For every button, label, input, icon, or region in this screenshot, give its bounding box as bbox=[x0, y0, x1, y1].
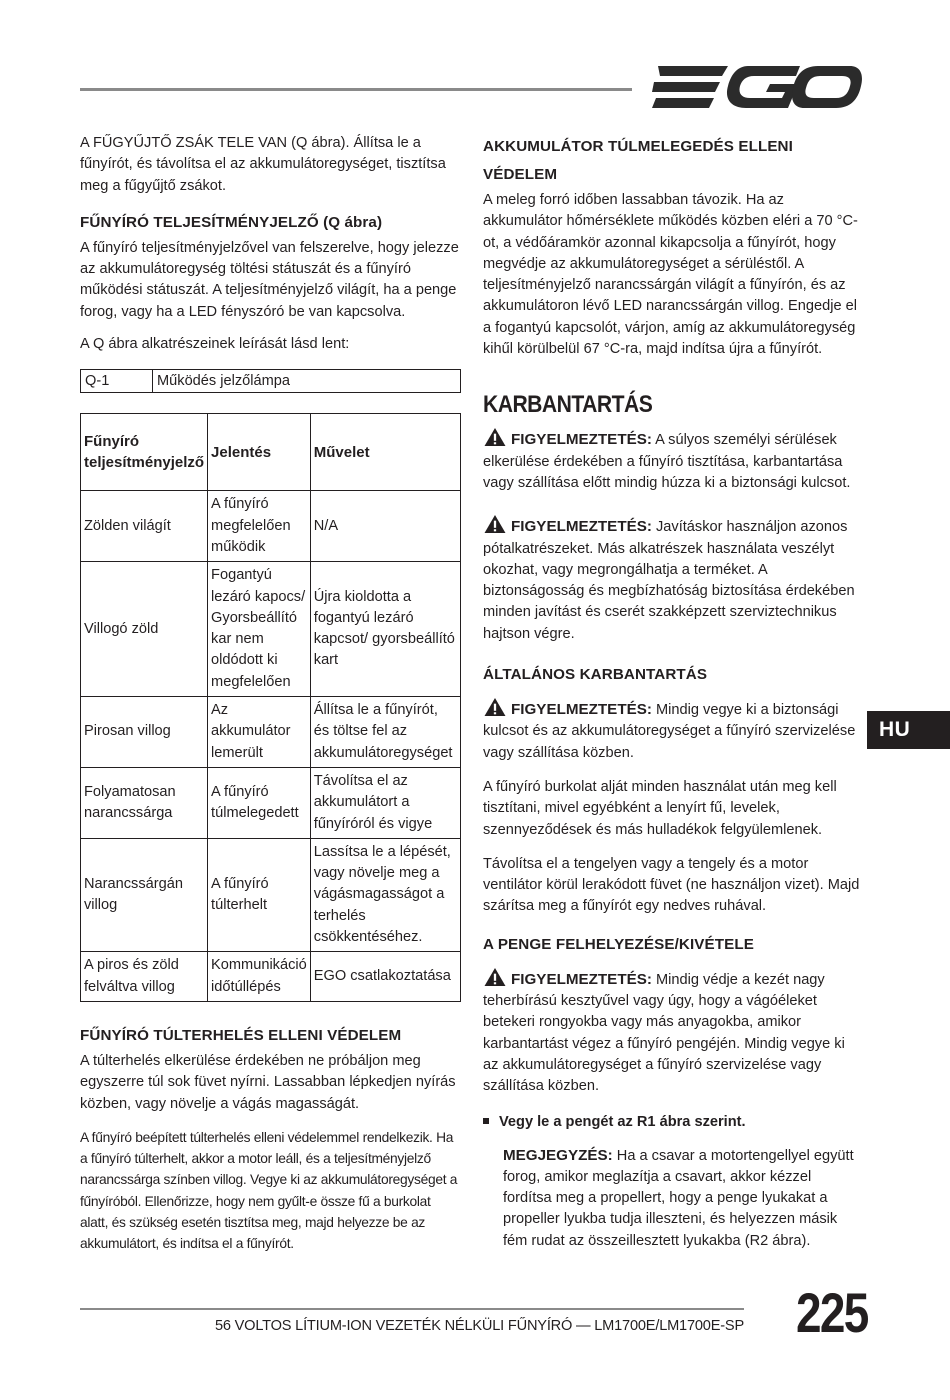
overheat-heading: AKKUMULÁTOR TÚLMELEGEDÉS ELLENI VÉDELEM bbox=[483, 138, 793, 183]
overload-heading: FŰNYÍRÓ TÚLTERHELÉS ELLENI VÉDELEM bbox=[80, 1026, 402, 1044]
part-code: Q-1 bbox=[81, 370, 153, 393]
table-row bbox=[81, 562, 461, 697]
maintenance-heading: KARBANTARTÁS bbox=[483, 391, 653, 419]
warning-2 bbox=[483, 514, 863, 645]
overload-text-1: A túlterhelés elkerülése érdekében ne próbáljon meg egyszerre túl sok füvet nyírni. Lassabban lépkedjen nyírás közben, vagy növelje a vágás magasságát. bbox=[80, 1052, 456, 1112]
cell-action: Távolítsa el az akkumulátort a fűnyíróról és vigye bbox=[310, 767, 460, 838]
general-text-2: Távolítsa el a tengelyen vagy a tengely és a motor ventilátor körül lerakódott füvet (ne használjon vizet). Majd szárítsa meg a fűnyírót egy nedves ruhával. bbox=[483, 855, 860, 915]
col-header-meaning: Jelentés bbox=[208, 414, 311, 491]
note-text: Ha a csavar a motortengellyel együtt forog, amikor meglazítja a csavart, akkor kézzel fordítsa meg a propellert, hogy a penge lyukakat a propeller lyukba tudja illeszteni, és helyezzen másik fém rudat az összeillesztett lyukakba (R2 ábra). bbox=[503, 1147, 854, 1249]
warning-label: FIGYELMEZTETÉS: bbox=[511, 701, 652, 719]
warning-triangle-icon bbox=[483, 427, 507, 447]
warning-text: A súlyos személyi sérülések elkerülése érdekében a fűnyíró tisztítása, karbantartása vagy szállítása előtt mindig húzza ki a biztonsági kulcsot. bbox=[483, 432, 851, 491]
warning-text: Javításkor használjon azonos pótalkatrészeket. Más alkatrészek használata veszélyt okozhat, vagy megrongálhatja a terméket. A biztonságosság és megbízhatóság biztosítása érdekében minden javítást és cserét szakképzett szerviztechnikus hajtson végre. bbox=[483, 519, 855, 642]
language-tab: HU bbox=[867, 711, 950, 749]
bullet-item bbox=[483, 1112, 863, 1133]
footer-text: 56 VOLTOS LÍTIUM-ION VEZETÉK NÉLKÜLI FŰNYÍRÓ — LM1700E/LM1700E-SP bbox=[214, 1318, 744, 1334]
warning-text: Mindig védje a kezét nagy teherbírású kesztyűvel vagy úgy, hogy a vágóéleket betekeri rongyokba vagy más anyagokba, amikor karbantartást végez a fűnyíró pengéjén. Mindig vegye ki az akkumulátoregységet a fűnyíró szervizelése vagy szállítása közben. bbox=[483, 971, 845, 1095]
cell-action: N/A bbox=[310, 491, 460, 562]
cell-indicator: Narancssárgán villog bbox=[81, 838, 208, 951]
footer-rule bbox=[80, 1308, 744, 1310]
warning-label: FIGYELMEZTETÉS: bbox=[511, 970, 652, 988]
ego-logo bbox=[650, 62, 863, 112]
general-text-1: A fűnyíró burkolat alját minden használat után meg kell tisztítani, mivel egyébként a lenyírt fű, levelek, szennyeződések és más hulladékok felgyülemlenek. bbox=[483, 778, 837, 838]
warning-label: FIGYELMEZTETÉS: bbox=[511, 431, 652, 449]
table-row bbox=[81, 952, 461, 1002]
general-maintenance-heading: ÁLTALÁNOS KARBANTARTÁS bbox=[483, 666, 708, 684]
warning-triangle-icon bbox=[483, 967, 507, 987]
table-row bbox=[81, 697, 461, 768]
power-indicator-heading: FŰNYÍRÓ TELJESÍTMÉNYJELZŐ (Q ábra) bbox=[80, 213, 383, 231]
table-row bbox=[81, 491, 461, 562]
grass-bag-full-text: A FŰGYŰJTŐ ZSÁK TELE VAN (Q ábra). Állítsa le a fűnyírót, és távolítsa el az akkumulátoregységet, tisztítsa meg a fűgyűjtő zsákot. bbox=[80, 135, 446, 194]
warning-label: FIGYELMEZTETÉS: bbox=[511, 518, 652, 536]
indicator-table bbox=[80, 413, 461, 1002]
note-label: MEGJEGYZÉS: bbox=[503, 1146, 613, 1164]
col-header-indicator: Fűnyíró teljesítményjelző bbox=[81, 414, 208, 491]
warning-3 bbox=[483, 697, 863, 764]
overload-text-2: A fűnyíró beépített túlterhelés elleni védelemmel rendelkezik. Ha a fűnyíró túlterhelt, akkor a motor leáll, és a teljesítményjelző narancssárga színben villog. Vegye ki az akkumulátoregységet a fűnyíróból. Ellenőrizze, hogy nem gyűlt-e össze fű a burkolat alatt, és szükség esetén tisztítsa meg, majd helyezze be az akkumulátort, és indítsa el a fűnyírót. bbox=[80, 1129, 458, 1252]
cell-action: Állítsa le a fűnyírót, és töltse fel az akkumulátoregységet bbox=[310, 697, 460, 768]
cell-indicator: Zölden világít bbox=[81, 491, 208, 562]
overheat-text: A meleg forró időben lassabban távozik. Ha az akkumulátor hőmérséklete működés közben eléri a 70 °C-ot, a védőáramkör azonnal kikapcsolja a fűnyírót, hogy megvédje az akkumulátoregységet a sérüléstől. A teljesítményjelző narancssárgán világít a fűnyírón, és az akkumulátoron lévő LED narancssárgán villog. Engedje el a fogantyú kapcsolót, várjon, amíg az akkumulátoregység kihűl körülbelül 67 °C-ra, majd indítsa újra a fűnyírót. bbox=[483, 192, 858, 358]
cell-meaning: A fűnyíró túlmelegedett bbox=[208, 767, 311, 838]
table-row bbox=[81, 370, 461, 393]
warning-triangle-icon bbox=[483, 514, 507, 534]
warning-1 bbox=[483, 427, 863, 494]
cell-action: Újra kioldotta a fogantyú lezáró kapcsot/ gyorsbeállító kart bbox=[310, 562, 460, 697]
part-desc: Működés jelzőlámpa bbox=[153, 370, 461, 393]
cell-meaning: A fűnyíró túlterhelt bbox=[208, 838, 311, 951]
warning-text: Mindig vegye ki a biztonsági kulcsot és az akkumulátoregységet a fűnyíró szervizelése vagy szállítása közben. bbox=[483, 702, 856, 761]
cell-indicator: A piros és zöld felváltva villog bbox=[81, 952, 208, 1002]
parts-intro-text: A Q ábra alkatrészeinek leírását lásd lent: bbox=[80, 336, 350, 353]
warning-4 bbox=[483, 967, 863, 1098]
header-rule bbox=[80, 88, 632, 91]
left-column bbox=[80, 133, 462, 1255]
bullet-text: Vegy le a pengét az R1 ábra szerint. bbox=[499, 1113, 746, 1130]
table-header-row bbox=[81, 414, 461, 491]
table-row bbox=[81, 767, 461, 838]
power-indicator-text: A fűnyíró teljesítményjelzővel van felszerelve, hogy jelezze az akkumulátoregység töltési státuszát és a fűnyíró működési státuszát. A teljesítményjelző világít, ha a penge forog, vagy ha a LED fényszóró be van kapcsolva. bbox=[80, 239, 459, 320]
blade-heading: A PENGE FELHELYEZÉSE/KIVÉTELE bbox=[483, 935, 754, 953]
table-row bbox=[81, 838, 461, 951]
right-column bbox=[483, 133, 863, 1252]
page-number: 225 bbox=[796, 1281, 868, 1344]
cell-meaning: Kommunikáció időtúllépés bbox=[208, 952, 311, 1002]
col-header-action: Művelet bbox=[310, 414, 460, 491]
warning-triangle-icon bbox=[483, 697, 507, 717]
note bbox=[503, 1145, 863, 1252]
cell-meaning: Fogantyú lezáró kapocs/ Gyorsbeállító kar nem oldódott ki megfelelően bbox=[208, 562, 311, 697]
cell-indicator: Folyamatosan narancssárga bbox=[81, 767, 208, 838]
cell-meaning: A fűnyíró megfelelően működik bbox=[208, 491, 311, 562]
cell-indicator: Pirosan villog bbox=[81, 697, 208, 768]
cell-action: EGO csatlakoztatása bbox=[310, 952, 460, 1002]
cell-meaning: Az akkumulátor lemerült bbox=[208, 697, 311, 768]
parts-table bbox=[80, 369, 461, 393]
cell-action: Lassítsa le a lépését, vagy növelje meg a vágásmagasságot a terhelés csökkentéséhez. bbox=[310, 838, 460, 951]
cell-indicator: Villogó zöld bbox=[81, 562, 208, 697]
bullet-square-icon bbox=[483, 1118, 489, 1124]
